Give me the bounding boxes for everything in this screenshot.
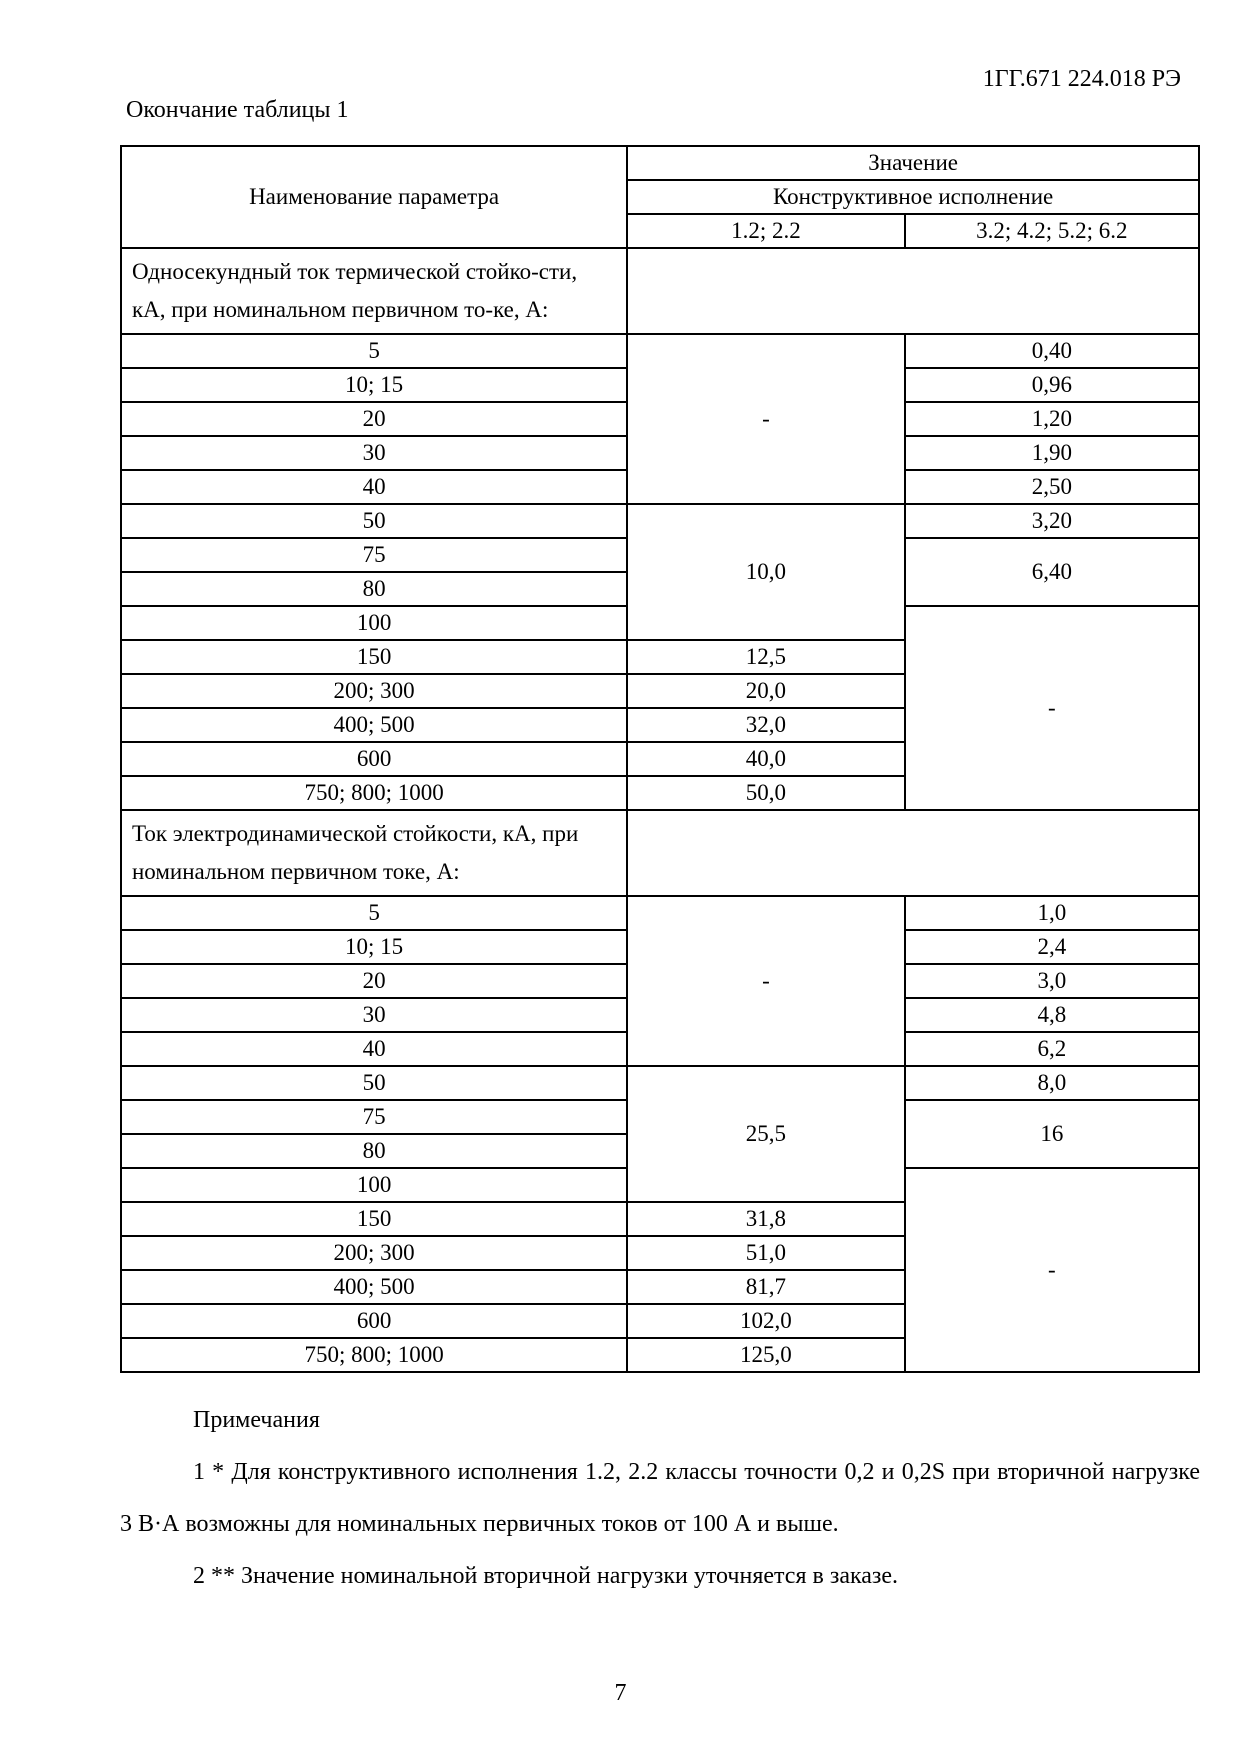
table-cell: 3,20 (905, 504, 1199, 538)
note-2: 2 ** Значение номинальной вторичной нагрузки уточняется в заказе. (193, 1563, 899, 1589)
merged-cell: - (905, 606, 1199, 810)
table-cell: 1,0 (905, 896, 1199, 930)
table-row-current: 600 (121, 742, 627, 776)
table-caption: Окончание таблицы 1 (126, 97, 349, 123)
table-cell: 40,0 (627, 742, 904, 776)
table-cell: 6,2 (905, 1032, 1199, 1066)
table-cell: 0,40 (905, 334, 1199, 368)
table-row-current: 10; 15 (121, 930, 627, 964)
table-row-current: 750; 800; 1000 (121, 776, 627, 810)
table-cell: 1,20 (905, 402, 1199, 436)
table-row-current: 400; 500 (121, 1270, 627, 1304)
note-1: 1 * Для конструктивного исполнения 1.2, 2.2 классы точности 0,2 и 0,2S при вторичной нагрузке 3 В·А возможны для номинальных первичных токов от 100 А и выше. (120, 1459, 1200, 1537)
page-number: 7 (614, 1680, 627, 1706)
table-row-current: 40 (121, 470, 627, 504)
table-row-current: 150 (121, 640, 627, 674)
table-cell: 20,0 (627, 674, 904, 708)
table-cell: 2,50 (905, 470, 1199, 504)
table-row-current: 600 (121, 1304, 627, 1338)
section2-blank (627, 810, 1199, 896)
notes-section (120, 1394, 1200, 1602)
table-row-current: 20 (121, 402, 627, 436)
table-row-current: 20 (121, 964, 627, 998)
table-row-current: 150 (121, 1202, 627, 1236)
table-cell: 51,0 (627, 1236, 904, 1270)
parameters-table (120, 145, 1200, 1373)
table-cell: 50,0 (627, 776, 904, 810)
table-row-current: 50 (121, 1066, 627, 1100)
table-row-current: 400; 500 (121, 708, 627, 742)
table-row-current: 5 (121, 896, 627, 930)
table-row-current: 50 (121, 504, 627, 538)
table-row-current: 40 (121, 1032, 627, 1066)
merged-cell: - (905, 1168, 1199, 1372)
table-row-current: 75 (121, 538, 627, 572)
table-cell: 31,8 (627, 1202, 904, 1236)
merged-cell: 6,40 (905, 538, 1199, 606)
table-row-current: 10; 15 (121, 368, 627, 402)
table-cell: 32,0 (627, 708, 904, 742)
section2-title: Ток электродинамической стойкости, кА, при номинальном первичном токе, А: (121, 810, 627, 896)
table-cell: 4,8 (905, 998, 1199, 1032)
table-cell: 125,0 (627, 1338, 904, 1372)
table-row-current: 80 (121, 1134, 627, 1168)
section1-blank (627, 248, 1199, 334)
merged-cell: - (627, 334, 904, 504)
merged-cell: 10,0 (627, 504, 904, 640)
table-row-current: 30 (121, 436, 627, 470)
table-cell: 81,7 (627, 1270, 904, 1304)
table-cell: 1,90 (905, 436, 1199, 470)
table-row-current: 100 (121, 606, 627, 640)
table-row-current: 200; 300 (121, 1236, 627, 1270)
header-col1: 1.2; 2.2 (627, 214, 904, 248)
header-value: Значение (627, 146, 1199, 180)
table-cell: 3,0 (905, 964, 1199, 998)
merged-cell: - (627, 896, 904, 1066)
table-cell: 102,0 (627, 1304, 904, 1338)
table-row-current: 5 (121, 334, 627, 368)
table-row-current: 200; 300 (121, 674, 627, 708)
table-cell: 0,96 (905, 368, 1199, 402)
table-row-current: 75 (121, 1100, 627, 1134)
notes-title: Примечания (193, 1407, 320, 1433)
section1-title: Односекундный ток термической стойко-сти, кА, при номинальном первичном то-ке, А: (121, 248, 627, 334)
table-row-current: 30 (121, 998, 627, 1032)
header-param: Наименование параметра (121, 146, 627, 248)
table-row-current: 750; 800; 1000 (121, 1338, 627, 1372)
header-design: Конструктивное исполнение (627, 180, 1199, 214)
document-number: 1ГГ.671 224.018 РЭ (982, 66, 1181, 92)
table-row-current: 100 (121, 1168, 627, 1202)
table-cell: 8,0 (905, 1066, 1199, 1100)
table-row-current: 80 (121, 572, 627, 606)
table-cell: 2,4 (905, 930, 1199, 964)
table-cell: 12,5 (627, 640, 904, 674)
merged-cell: 25,5 (627, 1066, 904, 1202)
header-col2: 3.2; 4.2; 5.2; 6.2 (905, 214, 1199, 248)
merged-cell: 16 (905, 1100, 1199, 1168)
